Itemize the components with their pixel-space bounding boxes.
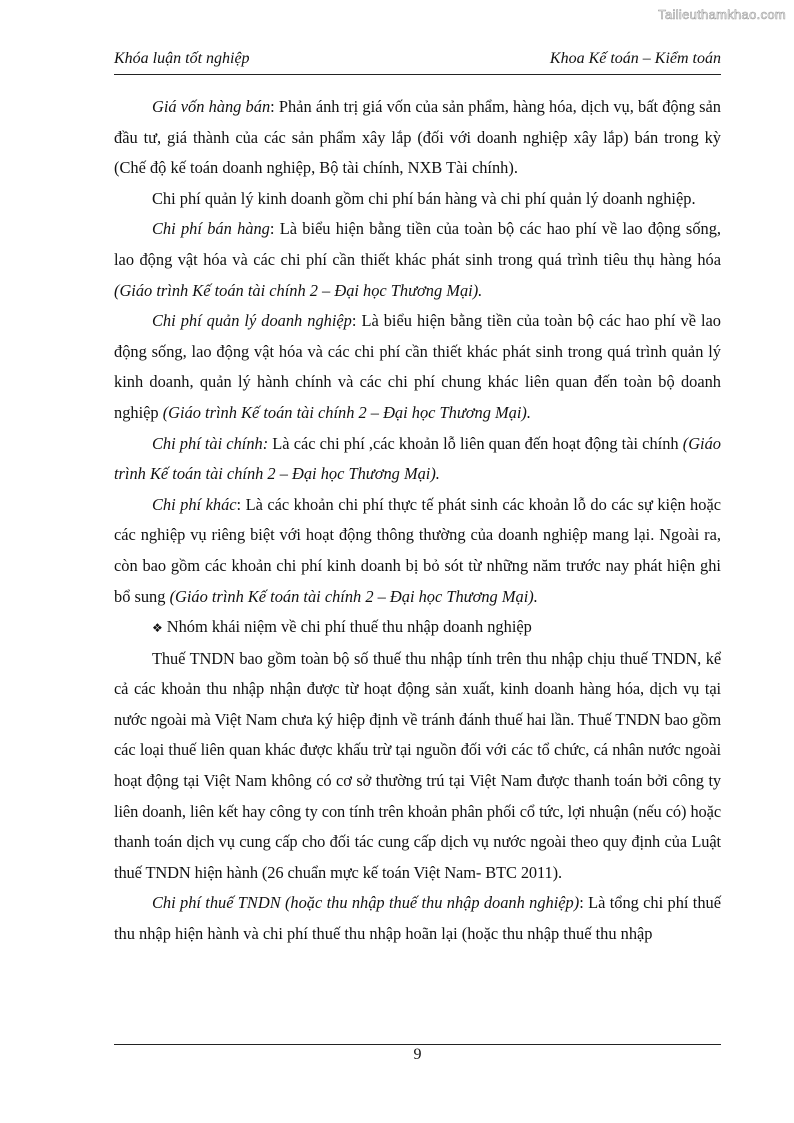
citation: (Giáo trình Kế toán tài chính 2 – Đại học Thương Mại). (162, 402, 531, 422)
page-footer (114, 1044, 721, 1064)
page-header (114, 48, 721, 75)
term-cost-of-goods: Giá vốn hàng bán (152, 97, 271, 116)
citation: (Giáo trình Kế toán tài chính 2 – Đại học Thương Mại). (114, 433, 721, 484)
paragraph-corporate-income-tax (114, 644, 721, 889)
section-bullet (114, 612, 721, 644)
term-admin-cost: Chi phí quản lý doanh nghiệp (152, 311, 352, 331)
paragraph-tax-expense (114, 888, 721, 949)
paragraph-cost-of-goods (114, 92, 721, 184)
diamond-bullet-icon: ❖ (152, 621, 163, 636)
paragraph-selling-cost (114, 214, 721, 306)
page-body (114, 92, 721, 950)
paragraph-business-management-cost (114, 184, 721, 215)
header-right-title: Khoa Kế toán – Kiểm toán (549, 50, 721, 67)
term-selling-cost: Chi phí bán hàng (152, 219, 270, 239)
paragraph-admin-cost (114, 306, 721, 428)
paragraph-text: : Là biểu hiện bằng tiền của toàn bộ các hao phí về lao động sống, lao động vật hóa và các chi phí cần thiết khác phát sinh trong quá trình tiêu thụ hàng hóa (114, 219, 721, 269)
paragraph-financial-cost (114, 429, 721, 490)
paragraph-text: : Là biểu hiện bằng tiền của toàn bộ các hao phí về lao động sống, lao động vật hóa và các chi phí cần thiết khác phát sinh trong quá trình quản lý kinh doanh, quản lý hành chính và các chi phí chung khác liên quan đến toàn bộ doanh nghiệp (114, 311, 721, 422)
paragraph-text: : Là tổng chi phí thuế thu nhập hiện hành và chi phí thuế thu nhập hoãn lại (hoặc thu nhập thuế thu nhập (114, 893, 721, 944)
term-other-cost: Chi phí khác (152, 494, 237, 514)
paragraph-text: : Phản ánh trị giá vốn của sản phẩm, hàng hóa, dịch vụ, bất động sản đầu tư, giá thành của các sản phẩm xây lắp (đối với doanh nghiệp xây lắp) bán trong kỳ (Chế độ kế toán doanh nghiệp, Bộ tài chính, NXB Tài chính). (114, 97, 721, 178)
paragraph-text: Chi phí quản lý kinh doanh gồm chi phí bán hàng và chi phí quản lý doanh nghiệp. (152, 188, 696, 208)
citation: (Giáo trình Kế toán tài chính 2 – Đại học Thương Mại). (169, 586, 538, 606)
citation: (Giáo trình Kế toán tài chính 2 – Đại học Thương Mại). (114, 280, 483, 300)
term-tax-expense: Chi phí thuế TNDN (hoặc thu nhập thuế thu nhập doanh nghiệp) (152, 893, 580, 913)
page-number: 9 (413, 1046, 422, 1063)
paragraph-text: Thuế TNDN bao gồm toàn bộ số thuế thu nhập tính trên thu nhập chịu thuế TNDN, kể cả các khoản thu nhập nhận được từ hoạt động sản xuất, kinh doanh hàng hóa, dịch vụ tại nước ngoài mà Việt Nam chưa ký hiệp định về tránh đánh thuế hai lần. Thuế TNDN bao gồm các loại thuế liên quan khác được khấu trừ tại nguồn đối với các tổ chức, cá nhân nước ngoài hoạt động tại Việt Nam không có cơ sở thường trú tại Việt Nam được thanh toán bởi công ty liên doanh, liên kết hay công ty con tính trên khoản phân phối cổ tức, lợi nhuận (nếu có) hoặc thanh toán dịch vụ cung cấp cho đối tác cung cấp dịch vụ nước ngoài theo quy định của Luật thuế TNDN hiện hành (26 chuẩn mực kế toán Việt Nam- BTC 2011). (114, 648, 721, 882)
term-financial-cost: Chi phí tài chính: (152, 433, 269, 453)
paragraph-other-cost (114, 490, 721, 612)
watermark: Tailieuthamkhao.com (658, 7, 786, 22)
header-left-title: Khóa luận tốt nghiệp (114, 50, 250, 67)
section-bullet-text: Nhóm khái niệm về chi phí thuế thu nhập doanh nghiệp (166, 617, 532, 637)
paragraph-text: Là các chi phí ,các khoản lỗ liên quan đến hoạt động tài chính (268, 433, 683, 453)
paragraph-text: : Là các khoản chi phí thực tế phát sinh các khoản lỗ do các sự kiện hoặc các nghiệp vụ riêng biệt với hoạt động thông thường của doanh nghiệp mang lại. Ngoài ra, còn bao gồm các khoản chi phí kinh doanh bị bỏ sót từ những năm trước nay phát hiện ghi bổ sung (114, 494, 722, 606)
